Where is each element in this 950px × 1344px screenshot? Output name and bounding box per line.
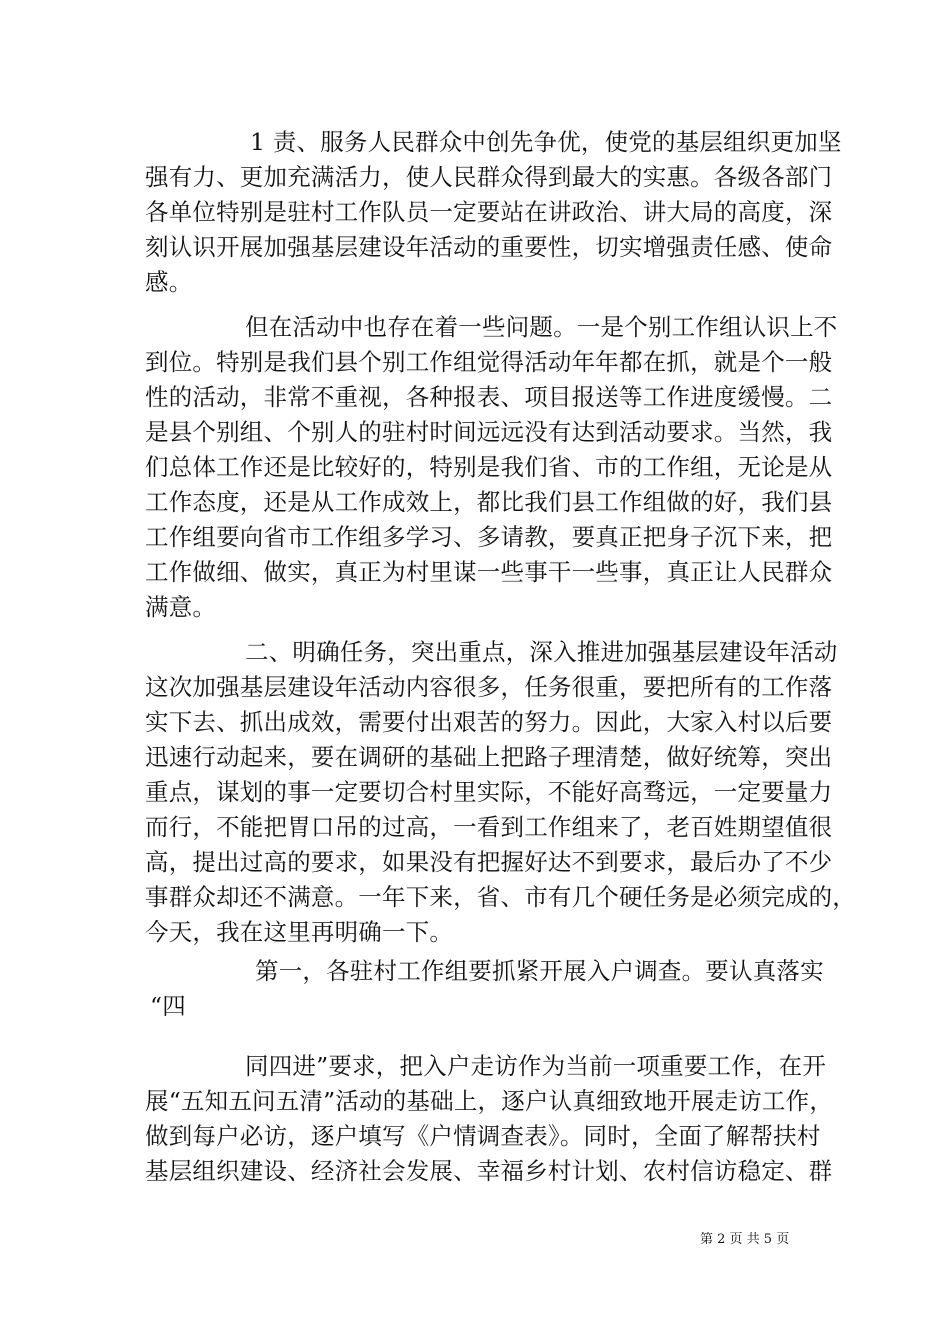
text-line: 基层组织建设、经济社会发展、幸福乡村计划、农村信访稳定、群 (145, 1157, 833, 1185)
section-heading: 二、明确任务，突出重点，深入推进加强基层建设年活动 (245, 638, 838, 666)
text-line: 同四进”要求，把入户走访作为当前一项重要工作，在开 (245, 1052, 827, 1080)
text-line: 工作组要向省市工作组多学习、多请教，要真正把身子沉下来，把 (145, 523, 833, 551)
text-line: 刻认识开展加强基层建设年活动的重要性，切实增强责任感、使命 (145, 233, 833, 261)
text-line: 第一，各驻村工作组要抓紧开展入户调查。要认真落实 (255, 957, 824, 985)
text-line: 这次加强基层建设年活动内容很多，任务很重，要把所有的工作落 (145, 673, 833, 701)
text-line: 而行，不能把胃口吊的过高，一看到工作组来了，老百姓期望值很 (145, 813, 833, 841)
text-line: 实下去、抓出成效，需要付出艰苦的努力。因此，大家入村以后要 (145, 708, 833, 736)
text-line: 是县个别组、个别人的驻村时间远远没有达到活动要求。当然，我 (145, 418, 833, 446)
text-line: 迅速行动起来，要在调研的基础上把路子理清楚，做好统筹，突出 (145, 743, 833, 771)
text-line: 事群众却还不满意。一年下来，省、市有几个硬任务是必须完成的， (145, 883, 856, 911)
text-line: “四 (150, 992, 186, 1020)
text-line: 展“五知五问五清”活动的基础上，逐户认真细致地开展走访工作， (145, 1087, 834, 1115)
page-number: 第 2 页 共 5 页 (700, 1232, 790, 1247)
text-line: 工作态度，还是从工作成效上，都比我们县工作组做的好，我们县 (145, 488, 833, 516)
text-line: 感。 (145, 268, 193, 296)
text-line: 今天，我在这里再明确一下。 (145, 918, 454, 946)
text-line: 工作做细、做实，真正为村里谋一些事干一些事，真正让人民群众 (145, 558, 833, 586)
text-line: 1 责、服务人民群众中创先争优，使党的基层组织更加坚 (250, 128, 842, 156)
text-line: 们总体工作还是比较好的，特别是我们省、市的工作组，无论是从 (145, 453, 833, 481)
text-line: 重点，谋划的事一定要切合村里实际，不能好高骛远，一定要量力 (145, 778, 833, 806)
text-line: 高，提出过高的要求，如果没有把握好达不到要求，最后办了不少 (145, 848, 833, 876)
text-line: 性的活动，非常不重视，各种报表、项目报送等工作进度缓慢。二 (145, 383, 833, 411)
text-line: 满意。 (145, 593, 217, 621)
text-line: 到位。特别是我们县个别工作组觉得活动年年都在抓，就是个一般 (145, 348, 833, 376)
text-line: 各单位特别是驻村工作队员一定要站在讲政治、讲大局的高度，深 (145, 198, 833, 226)
text-line: 但在活动中也存在着一些问题。一是个别工作组认识上不 (245, 313, 838, 341)
text-line: 做到每户必访，逐户填写《户情调查表》。同时，全面了解帮扶村 (145, 1122, 821, 1150)
text-line: 强有力、更加充满活力，使人民群众得到最大的实惠。各级各部门 (145, 163, 833, 191)
